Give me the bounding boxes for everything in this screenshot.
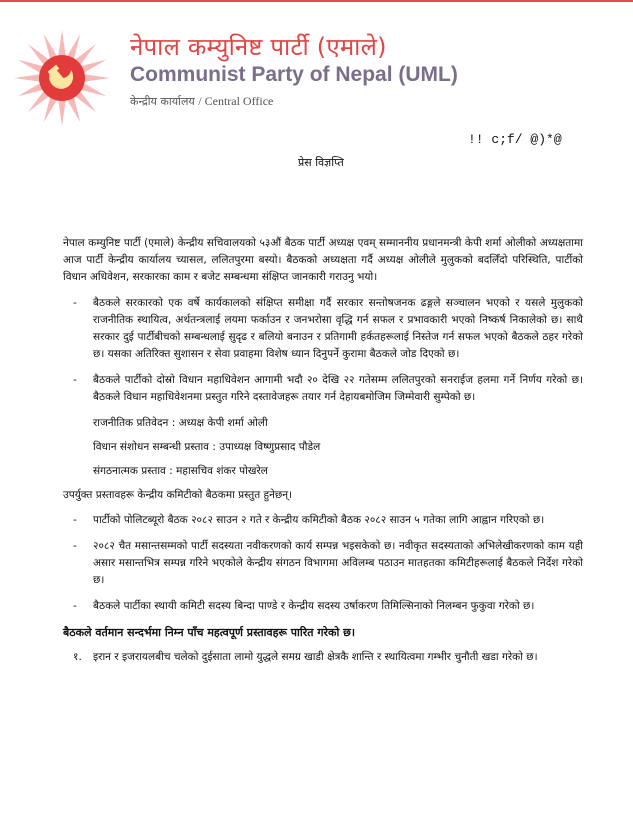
list-item xyxy=(63,538,583,589)
list-item-text: २०८२ चैत मसान्तसम्मको पार्टी सदस्यता नवीकरणको कार्य सम्पन्न भइसकेको छ। नवीकृत सदस्यताको अभिलेखीकरणको काम यही असार मसान्तभित्र सम्पन्न गरिने भएकोले केन्द्रीय संगठन विभागमा अविलम्ब पठाउन मातहतका कमिटीहरूलाई बैठकले निर्देश गरेको छ। xyxy=(93,540,583,586)
office-label-nepali: केन्द्रीय कार्यालय xyxy=(130,95,195,108)
list-item xyxy=(63,598,583,615)
assignment-line: विधान संशोधन सम्बन्धी प्रस्ताव : उपाध्यक्ष विष्णुप्रसाद पौडेल xyxy=(93,441,321,453)
list-item-text: बैठकले सरकारको एक वर्षे कार्यकालको संक्षिप्त समीक्षा गर्दै सरकार सन्तोषजनक ढङ्गले सञ्चालन भएको र यसले मुलुकको राजनीतिक स्थायित्व, अर्थतन्त्रलाई लयमा फर्काउन र जनभरोसा वृद्धि गर्न सफल र प्रभावकारी भएको निष्कर्ष निकालेको छ। साथै सरकार दुई पार्टीबीचको सम्बन्धलाई सुदृढ र बलियो बनाउन र प्रतिगामी हर्कतहरूलाई निस्तेज गर्न सफल भएको बैठकले ठहर गरेको छ। यसका अतिरिक्त सुशासन र सेवा प्रवाहमा विशेष ध्यान दिनुपर्ने कुरामा बैठकले जोड दिएको छ। xyxy=(93,297,583,360)
list-item xyxy=(63,512,583,529)
list-item-text: बैठकले पार्टीको दोस्रो विधान महाधिवेशन आगामी भदौ २० देखि २२ गतेसम्म ललितपुरको सनराईज हलमा गर्ने निर्णय गरेको छ। बैठकले विधान महाधिवेशनमा प्रस्तुत गरिने दस्तावेजहरू तयार गर्न देहायबमोजिम जिम्मेवारी सुम्पेको छ। xyxy=(93,374,583,403)
party-name-nepali: नेपाल कम्युनिष्ट पार्टी (एमाले) xyxy=(130,33,387,61)
top-rule xyxy=(0,0,633,2)
bullet-marker: - xyxy=(73,540,77,552)
list-item xyxy=(63,295,583,363)
list-item-text: पार्टीको पोलिटब्यूरो बैठक २०८२ साउन २ गते र केन्द्रीय कमिटीको बैठक २०८२ साउन ५ गतेका लागि आह्वान गरिएको छ। xyxy=(93,514,545,526)
proposals-note: उपर्युक्त प्रस्तावहरू केन्द्रीय कमिटीको बैठकमा प्रस्तुत हुनेछन्। xyxy=(63,489,293,501)
list-item xyxy=(63,372,583,406)
bullet-marker: - xyxy=(73,514,77,526)
number-marker: १. xyxy=(73,651,82,663)
assignment-line: राजनीतिक प्रतिवेदन : अध्यक्ष केपी शर्मा ओली xyxy=(93,417,268,429)
party-emblem-logo xyxy=(12,28,112,128)
list-item-text: बैठकले पार्टीका स्थायी कमिटी सदस्य बिन्दा पाण्डे र केन्द्रीय सदस्य उर्षाकरण तिमिल्सिनाको निलम्बन फुकुवा गरेको छ। xyxy=(93,600,535,612)
intro-paragraph: नेपाल कम्युनिष्ट पार्टी (एमाले) केन्द्रीय सचिवालयको ५३औं बैठक पार्टी अध्यक्ष एवम् सम्माननीय प्रधानमन्त्री केपी शर्मा ओलीको अध्यक्षतामा आज पार्टी केन्द्रीय कार्यालय च्यासल, ललितपुरमा बस्यो। बैठकको अध्यक्षता गर्दै अध्यक्ष ओलीले मुलुकको बदलिँदो परिस्थिति, पार्टीको विधान अधिवेशन, सरकारका काम र बजेट सम्बन्धमा संक्षिप्त जानकारी गराउनु भयो। xyxy=(63,237,583,283)
office-label xyxy=(130,94,273,109)
reference-number: !! c;f/ @)*@ xyxy=(468,132,562,147)
document-body xyxy=(63,235,583,675)
bullet-marker: - xyxy=(73,297,77,309)
assignment-line: संगठनात्मक प्रस्ताव : महासचिव शंकर पोखरेल xyxy=(93,465,268,477)
document-title: प्रेस विज्ञप्ति xyxy=(298,156,344,169)
numbered-item xyxy=(63,649,583,666)
party-name-english: Communist Party of Nepal (UML) xyxy=(130,63,458,86)
section-heading: बैठकले वर्तमान सन्दर्भमा निम्न पाँच महत्वपूर्ण प्रस्तावहरू पारित गरेको छ। xyxy=(63,626,356,639)
bullet-marker: - xyxy=(73,600,77,612)
numbered-item-text: इरान र इजरायलबीच चलेको दुईसाता लामो युद्धले समग्र खाडी क्षेत्रकै शान्ति र स्थायित्वमा गम्भीर चुनौती खडा गरेको छ। xyxy=(93,651,538,663)
bullet-marker: - xyxy=(73,374,77,386)
office-label-english: / Central Office xyxy=(198,94,274,108)
